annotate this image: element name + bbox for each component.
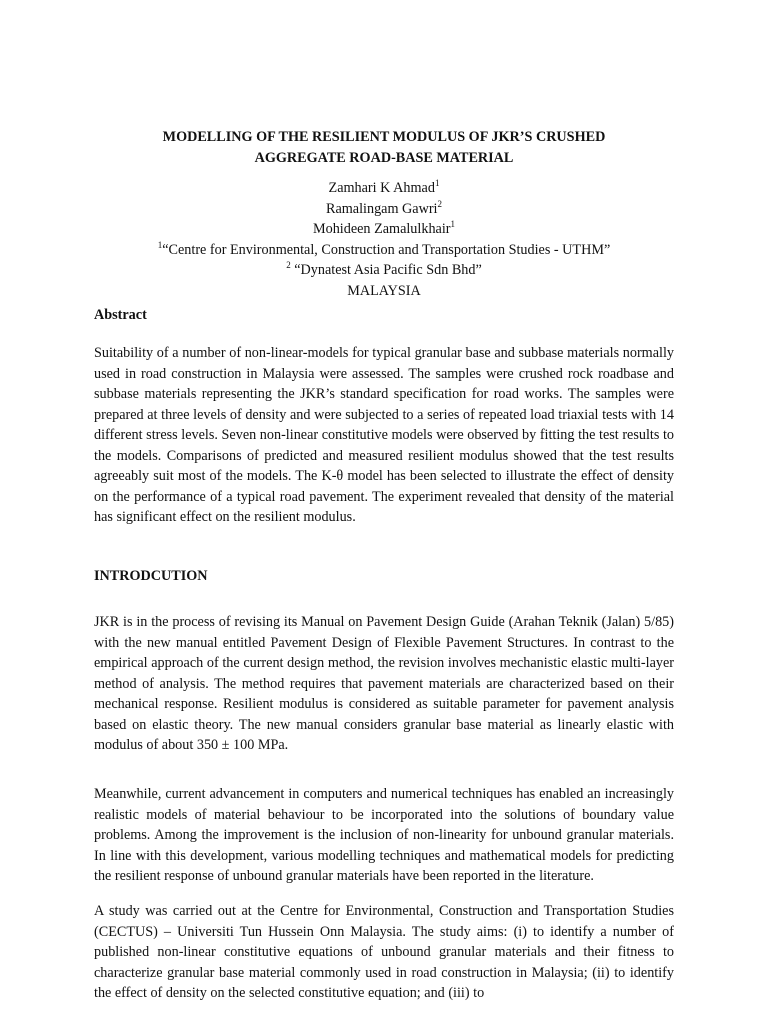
affiliation-marker: 1 (157, 239, 163, 250)
title-line: MODELLING OF THE RESILIENT MODULUS OF JKR’S CRUSHED (162, 129, 606, 145)
intro-paragraph: A study was carried out at the Centre for Environmental, Construction and Transportation Studies (CECTUS) – Universiti Tun Hussein Onn Malaysia. The study aims: (i) to identify a number of published non-linear constitutive equations of unbound granular materials and their fitness to characterize granular base material commonly used in road construction in Malaysia; (ii) to identify the effect of density on the selected constitutive equation; and (iii) to (94, 903, 674, 1001)
abstract-text: Suitability of a number of non-linear-models for typical granular base and subbase materials normally used in road construction in Malaysia were assessed. The samples were crushed rock roadbase and subbase materials representing the JKR’s standard specification for road works. The samples were prepared at three levels of density and were subjected to a series of repeated load triaxial tests with 14 different stress levels. Seven non-linear constitutive models were observed by fitting the test results to the models. Comparisons of predicted and measured resilient modulus showed that the test results agreeably suit most of the models. The K-θ model has been selected to illustrate the effect of density on the performance of a typical road pavement. The experiment revealed that density of the material has significant effect on the resilient modulus. (94, 345, 674, 525)
affiliation-marker: 2 (437, 198, 442, 209)
affiliation: $^1$“Centre for Environmental, Construction and Transportation Studies - UTHM” (157, 239, 611, 258)
author-block (94, 178, 674, 301)
affiliation-marker: 2 (286, 260, 291, 270)
intro-paragraph: Meanwhile, current advancement in computers and numerical techniques has enabled an increasingly realistic models of material behaviour to be incorporated into the solutions of boundary value problems. Among the improvement is the inclusion of non-linearity for unbound granular materials. In line with this development, various modelling techniques and mathematical models for predicting the resilient response of unbound granular materials have been reported in the literature. (94, 786, 674, 884)
author-name: Ramalingam Gawri$^2$ (326, 198, 442, 217)
title-line: AGGREGATE ROAD-BASE MATERIAL (254, 150, 514, 166)
abstract-heading: Abstract (94, 307, 147, 323)
affiliation: $^2$ “Dynatest Asia Pacific Sdn Bhd” (286, 260, 482, 278)
affiliation-marker: 1 (434, 178, 440, 188)
author-name: Zamhari K Ahmad$^1$ (328, 178, 440, 196)
intro-heading: INTRODCUTION (94, 568, 208, 584)
intro-paragraph: JKR is in the process of revising its Manual on Pavement Design Guide (Arahan Teknik (Jalan) 5/85) with the new manual entitled Pavement Design of Flexible Pavement Structures. In contrast to the empirical approach of the current design method, the revision involves mechanistic elastic multi-layer method of analysis. The method requires that pavement materials are characterized based on their mechanical response. Resilient modulus is considered as suitable parameter for pavement analysis based on elastic theory. The new manual considers granular base material as linearly elastic with modulus of about 350 ± 100 MPa. (94, 614, 674, 753)
country: MALAYSIA (347, 282, 421, 299)
author-name: Mohideen Zamalulkhair$^1$ (313, 219, 455, 237)
affiliation-marker: 1 (450, 219, 455, 229)
paper-title (94, 127, 674, 169)
